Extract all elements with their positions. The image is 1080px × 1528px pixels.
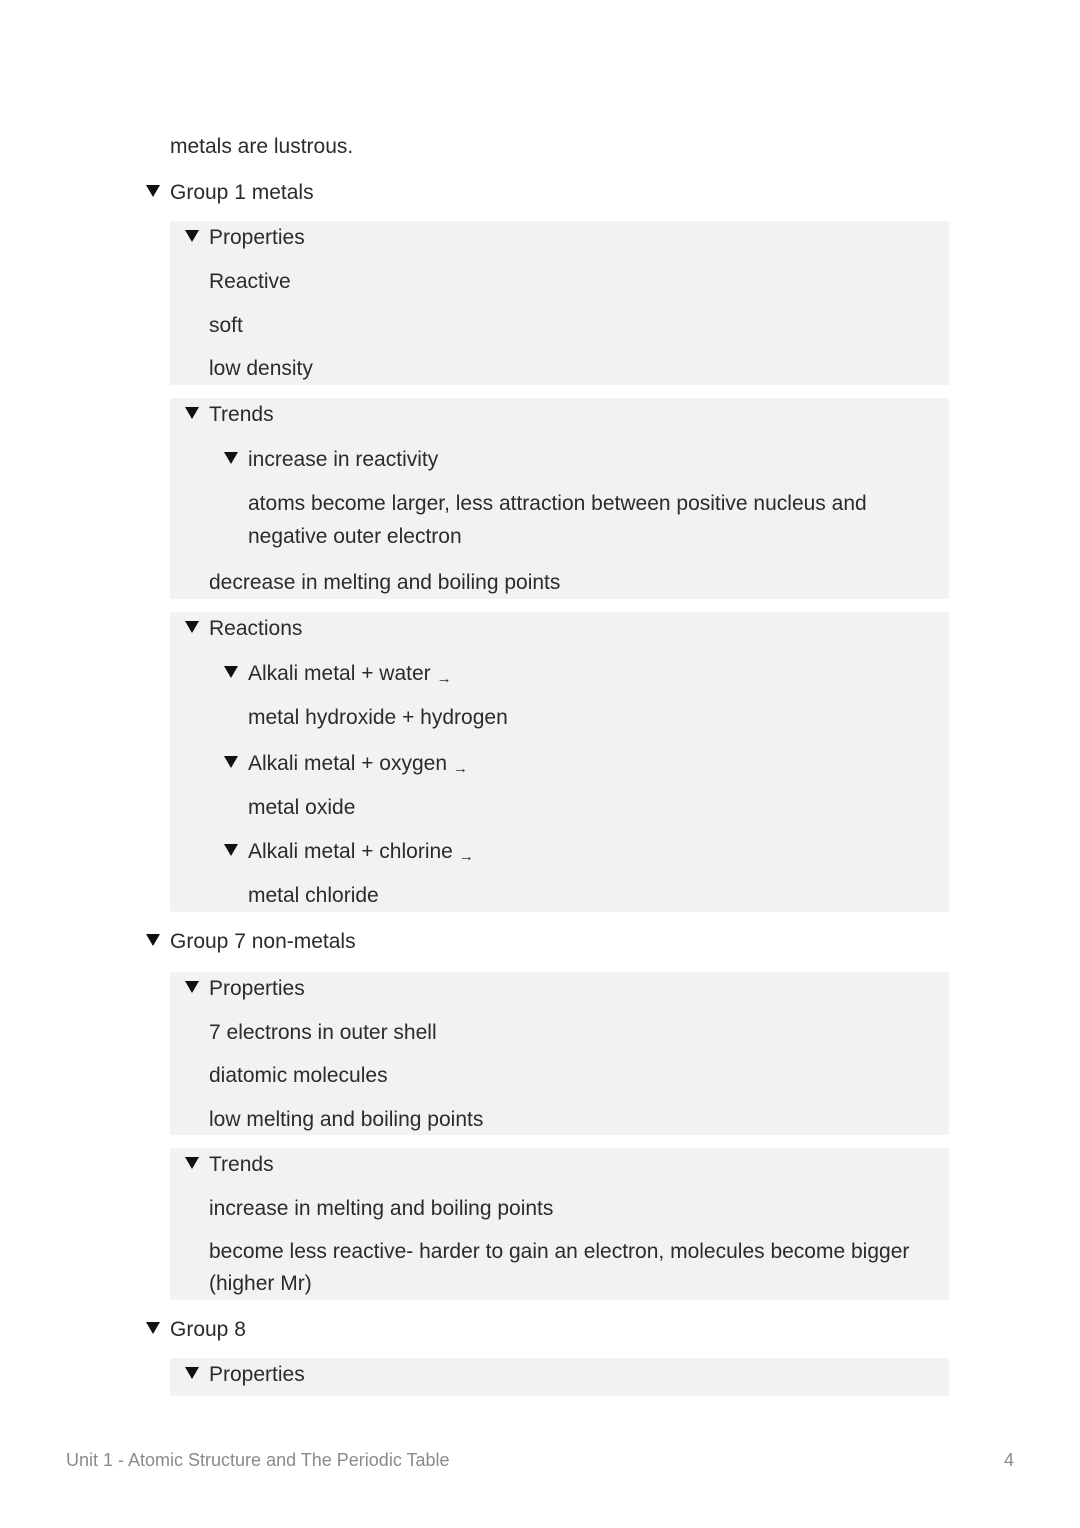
toggle-label: Alkali metal + water — [248, 662, 431, 685]
toggle-group1-properties[interactable] — [185, 221, 305, 254]
toggle-triangle-icon[interactable] — [224, 452, 238, 464]
list-item: decrease in melting and boiling points — [209, 571, 561, 594]
reaction-product: metal oxide — [248, 796, 356, 819]
paragraph-line: (higher Mr) — [209, 1272, 312, 1295]
toggle-group1-trends[interactable] — [185, 398, 274, 431]
toggle-label: Reactions — [209, 617, 303, 640]
toggle-reaction-oxygen[interactable] — [224, 747, 468, 782]
reaction-product: metal hydroxide + hydrogen — [248, 706, 508, 729]
toggle-label: Properties — [209, 1363, 305, 1386]
footer-page-number: 4 — [1003, 1450, 1014, 1470]
toggle-label: Properties — [209, 226, 305, 249]
list-item: low melting and boiling points — [209, 1108, 484, 1131]
toggle-increase-reactivity[interactable] — [224, 443, 438, 476]
toggle-triangle-icon[interactable] — [185, 1157, 199, 1169]
arrow-icon: → — [436, 670, 452, 687]
toggle-label: Properties — [209, 977, 305, 1000]
paragraph-line: become less reactive- harder to gain an electron, molecules become bigger — [209, 1240, 910, 1263]
toggle-triangle-icon[interactable] — [146, 185, 160, 197]
toggle-label: Trends — [209, 1153, 274, 1176]
list-item: Reactive — [209, 270, 291, 293]
list-item: 7 electrons in outer shell — [209, 1021, 437, 1044]
list-item: low density — [209, 357, 313, 380]
toggle-triangle-icon[interactable] — [185, 981, 199, 993]
toggle-label: Group 7 non-metals — [170, 930, 356, 953]
toggle-label: Group 1 metals — [170, 181, 314, 204]
toggle-triangle-icon[interactable] — [185, 621, 199, 633]
toggle-group8[interactable] — [146, 1313, 246, 1346]
toggle-label: increase in reactivity — [248, 448, 439, 471]
paragraph-line: atoms become larger, less attraction between positive nucleus and — [248, 492, 867, 515]
toggle-group1[interactable] — [146, 176, 314, 209]
toggle-group7-trends[interactable] — [185, 1148, 274, 1181]
toggle-group1-reactions[interactable] — [185, 612, 302, 645]
toggle-triangle-icon[interactable] — [224, 666, 238, 678]
toggle-triangle-icon[interactable] — [185, 230, 199, 242]
toggle-triangle-icon[interactable] — [146, 934, 160, 946]
list-item: increase in melting and boiling points — [209, 1197, 554, 1220]
reaction-product: metal chloride — [248, 884, 379, 907]
toggle-reaction-chlorine[interactable] — [224, 835, 474, 870]
paragraph-line: negative outer electron — [248, 525, 462, 548]
toggle-group8-properties[interactable] — [185, 1358, 305, 1391]
toggle-triangle-icon[interactable] — [224, 756, 238, 768]
list-item: diatomic molecules — [209, 1064, 388, 1087]
toggle-group7-properties[interactable] — [185, 972, 305, 1005]
arrow-icon: → — [453, 760, 469, 777]
toggle-triangle-icon[interactable] — [224, 844, 238, 856]
toggle-label: Alkali metal + chlorine — [248, 840, 453, 863]
toggle-group7[interactable] — [146, 925, 356, 958]
toggle-reaction-water[interactable] — [224, 657, 452, 692]
toggle-triangle-icon[interactable] — [185, 1367, 199, 1379]
toggle-label: Group 8 — [170, 1318, 246, 1341]
toggle-label: Alkali metal + oxygen — [248, 752, 448, 775]
toggle-triangle-icon[interactable] — [146, 1322, 160, 1334]
arrow-icon: → — [458, 848, 474, 865]
toggle-triangle-icon[interactable] — [185, 407, 199, 419]
footer-document-title: Unit 1 - Atomic Structure and The Periodic Table — [66, 1450, 450, 1470]
toggle-label: Trends — [209, 403, 274, 426]
intro-text: metals are lustrous. — [170, 135, 354, 158]
list-item: soft — [209, 314, 243, 337]
